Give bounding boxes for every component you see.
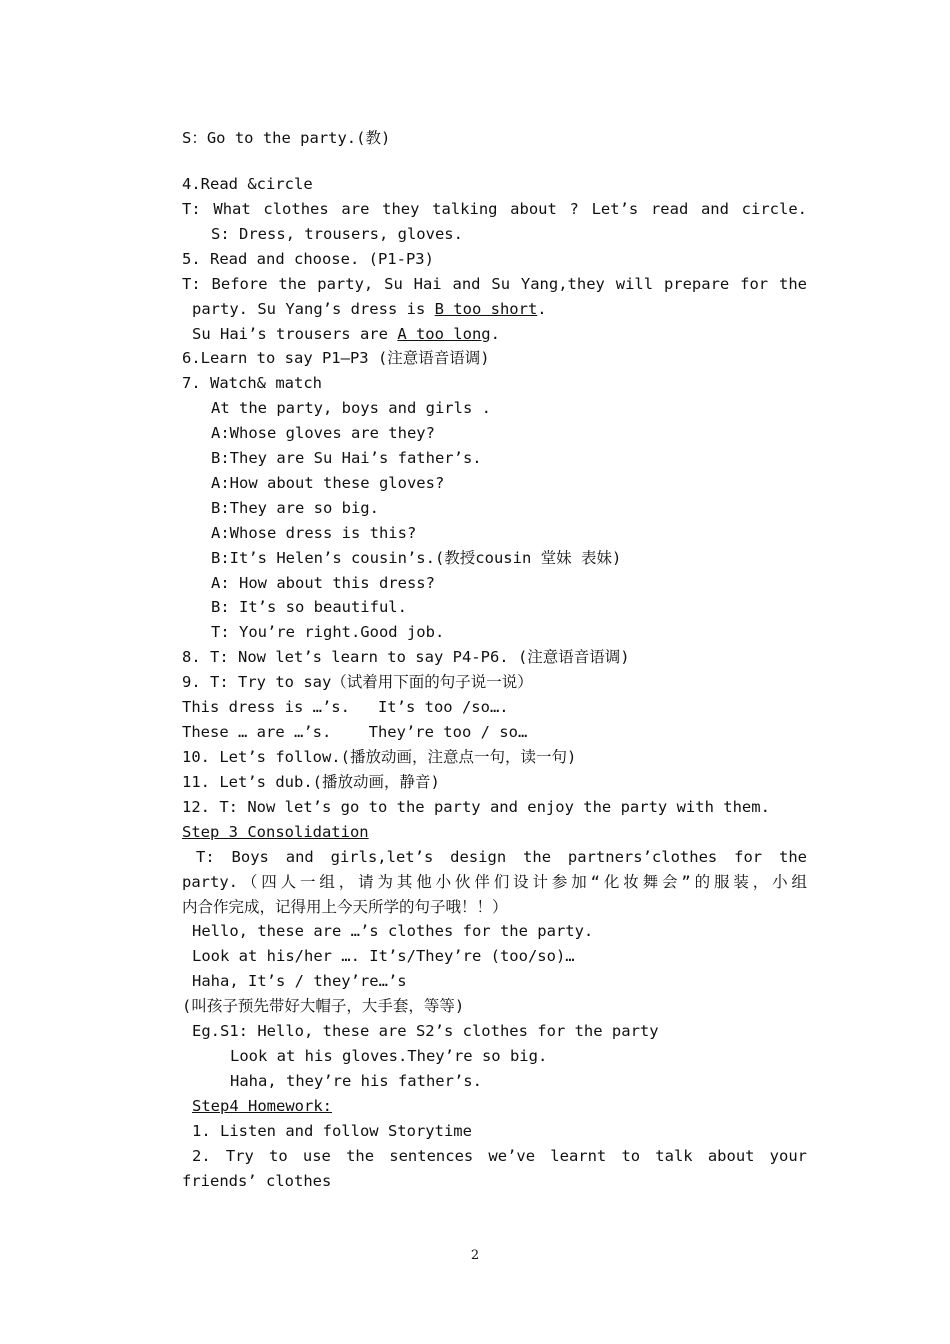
text-line: T: Before the party, Su Hai and Su Yang,they will prepare for the xyxy=(182,275,807,293)
text-line: B:They are so big. xyxy=(211,499,379,517)
text-line: 7. Watch& match xyxy=(182,374,322,392)
text-line: 11. Let’s dub.(播放动画，静音) xyxy=(182,773,440,791)
text-line: party. Su Yang’s dress is B too short. xyxy=(192,300,547,318)
text-line: 12. T: Now let’s go to the party and enjoy the party with them. xyxy=(182,798,770,816)
text-line: A: How about this dress? xyxy=(211,574,435,592)
text-line: This dress is …’s. It’s too /so…. xyxy=(182,698,509,716)
text-line: A:How about these gloves? xyxy=(211,474,445,492)
text-line: 10. Let’s follow.(播放动画，注意点一句，读一句) xyxy=(182,748,577,766)
text-line: Eg.S1: Hello, these are S2’s clothes for the party xyxy=(192,1022,659,1040)
text-line: B:They are Su Hai’s father’s. xyxy=(211,449,482,467)
text-line: 1. Listen and follow Storytime xyxy=(192,1122,472,1140)
text-line: These … are …’s. They’re too / so… xyxy=(182,723,528,741)
section-heading: Step 3 Consolidation xyxy=(182,823,369,841)
text-line: friends’ clothes xyxy=(182,1172,332,1190)
text-line: A:Whose gloves are they? xyxy=(211,424,435,442)
text-line: (叫孩子预先带好大帽子，大手套，等等) xyxy=(182,997,465,1015)
text-line: T: What clothes are they talking about ? Let’s read and circle. xyxy=(182,200,807,218)
text-line: S：Go to the party.(教) xyxy=(182,129,391,147)
text-line: T: You’re right.Good job. xyxy=(211,623,445,641)
underlined-answer: B too short xyxy=(434,300,538,318)
page-number: 2 xyxy=(470,1248,480,1263)
text-line: 6.Learn to say P1—P3 (注意语音语调) xyxy=(182,349,490,367)
text-line: Su Hai’s trousers are A too long. xyxy=(192,325,500,343)
text-line: 9. T: Try to say（试着用下面的句子说一说） xyxy=(182,673,533,691)
text-line: Haha, It’s / they’re…’s xyxy=(192,972,407,990)
text-line: Haha, they’re his father’s. xyxy=(230,1072,482,1090)
text-line: Look at his gloves.They’re so big. xyxy=(230,1047,548,1065)
text-line: 8. T: Now let’s learn to say P4-P6. (注意语音语调) xyxy=(182,648,630,666)
underlined-answer: A too long xyxy=(397,325,491,343)
text-line: 4.Read &circle xyxy=(182,175,313,193)
text-line: 5. Read and choose. (P1-P3) xyxy=(182,250,434,268)
text-line: A:Whose dress is this? xyxy=(211,524,417,542)
text-line: T: Boys and girls,let’s design the partners’clothes for the xyxy=(196,848,807,866)
text-line: At the party, boys and girls . xyxy=(211,399,491,417)
text-line: B: It’s so beautiful. xyxy=(211,598,407,616)
text-line: S: Dress, trousers, gloves. xyxy=(211,225,463,243)
text-line: 内合作完成，记得用上今天所学的句子哦！！） xyxy=(182,898,508,916)
section-heading: Step4 Homework: xyxy=(192,1097,332,1115)
text-line: B:It’s Helen’s cousin’s.(教授cousin 堂妹 表妹) xyxy=(211,549,622,567)
text-line: Look at his/her …. It’s/They’re (too/so)… xyxy=(192,947,575,965)
text-line: Hello, these are …’s clothes for the party. xyxy=(192,922,594,940)
text-line: party.（四人一组，请为其他小伙伴们设计参加“化妆舞会”的服装，小组 xyxy=(182,873,807,891)
text-line: 2. Try to use the sentences we’ve learnt to talk about your xyxy=(192,1147,807,1165)
